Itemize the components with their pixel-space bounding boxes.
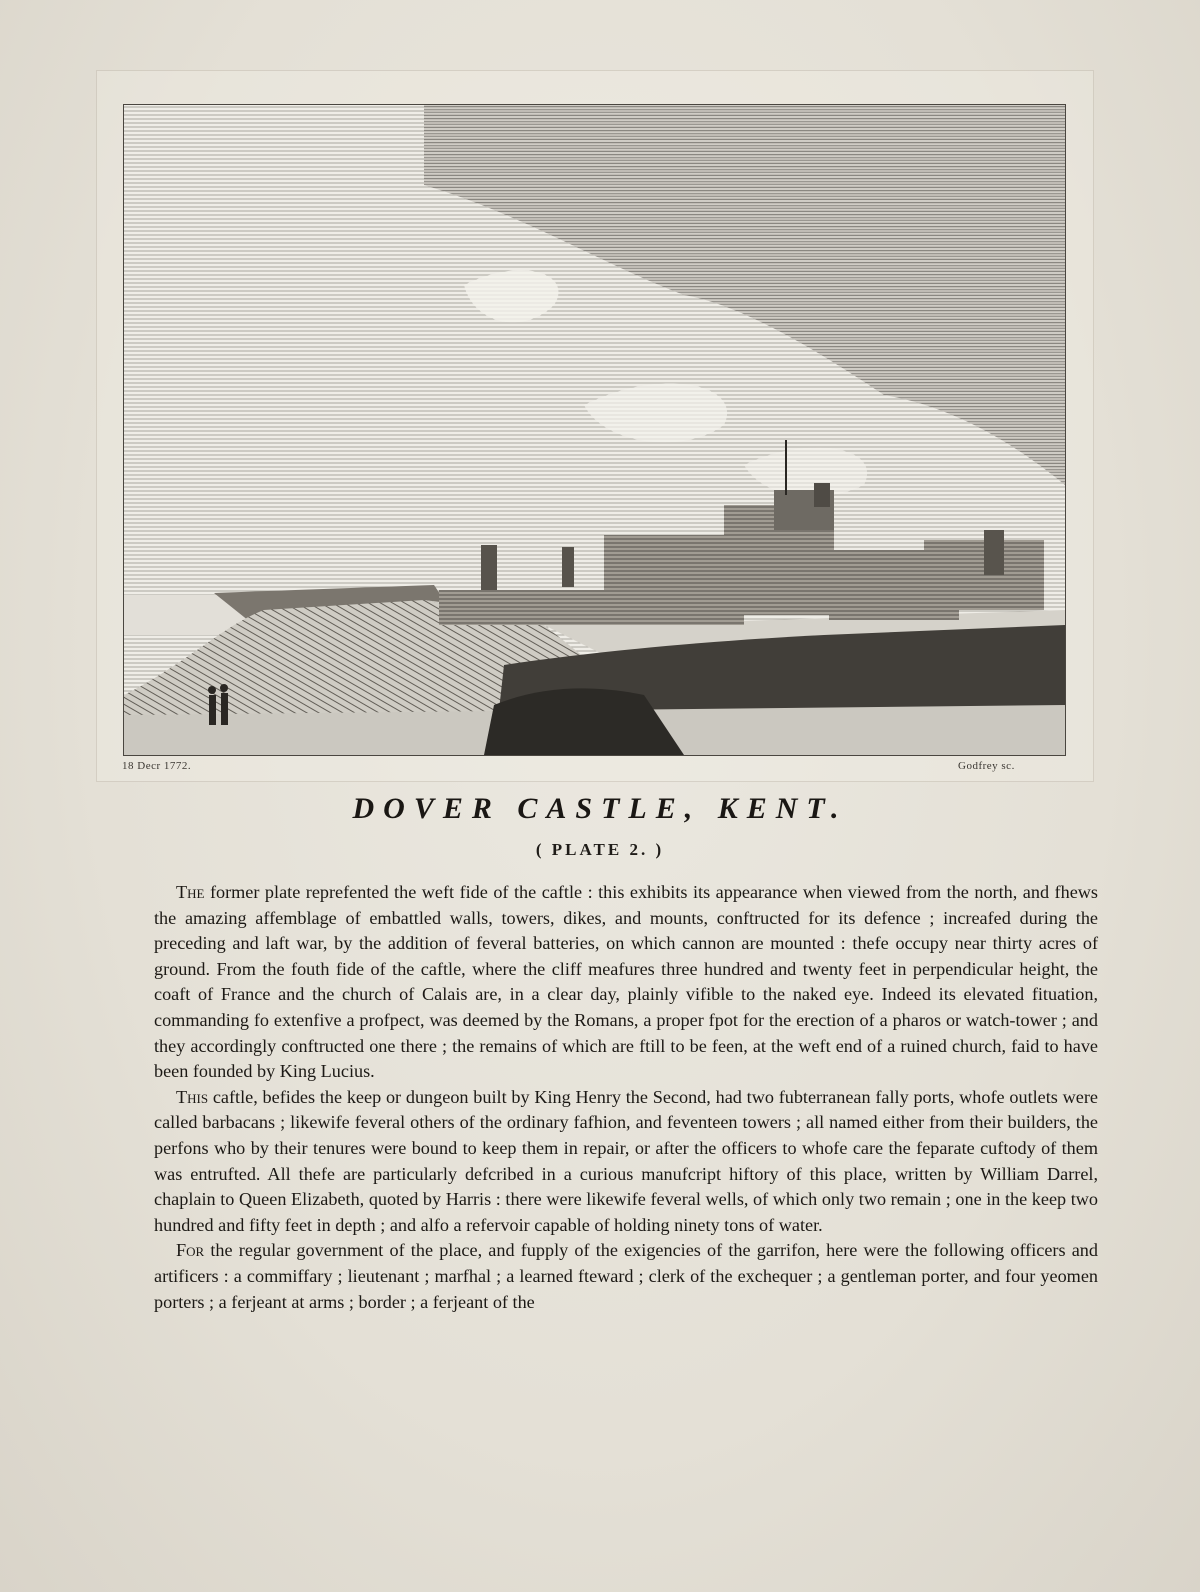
paragraph-3-text: the regular government of the place, and fupply of the exigencies of the garrifon, here were the following officers and artificers : a commiffary ; lieutenant ; marfhal ; a learned fteward ; clerk of the exchequer ; a gentleman porter, and four yeomen porters ; a ferjeant at arms ; border ; a ferjeant of the — [154, 1240, 1098, 1312]
engraving-dover-castle — [123, 104, 1066, 756]
body-text — [154, 880, 1098, 1315]
paragraph-3-lead: For — [176, 1240, 205, 1261]
paragraph-2-lead: This — [176, 1086, 209, 1107]
plate-number: ( PLATE 2. ) — [535, 840, 665, 859]
paragraph-1-lead: The — [176, 882, 205, 902]
paragraph-1 — [154, 880, 1098, 1085]
page-title: DOVER CASTLE, KENT. — [352, 792, 848, 825]
engraving-illustration — [124, 105, 1065, 755]
imprint-engraver: Godfrey sc. — [958, 760, 1015, 772]
imprint-date: 18 Decr 1772. — [122, 760, 192, 772]
paragraph-2-text: caftle, befides the keep or dungeon built by King Henry the Second, had two fubterranean fally ports, whofe outlets were called barbacans ; likewife feveral others of the ordinary fafhion, and feventeen towers ; all named either from their builders, the perfons who by their tenures were bound to keep them in repair, or after the officers to whofe care the feparate cuftody of them was entrufted. All thefe are particularly defcribed in a curious manufcript hiftory of this place, written by William Darrel, chaplain to Queen Elizabeth, quoted by Harris : there were likewife feveral wells, of which only two remain ; one in the keep two hundred and fifty feet in depth ; and alfo a refervoir capable of holding ninety tons of water. — [154, 1086, 1098, 1235]
paragraph-1-text: former plate reprefented the weft fide of the caftle : this exhibits its appearance when viewed from the north, and fhews the amazing affemblage of embattled walls, towers, dikes, and mounts, conftructed for its defence ; increafed during the preceding and laft war, by the addition of feveral batteries, on which cannon are mounted : thefe occupy near thirty acres of ground. From the fouth fide of the caftle, where the cliff meafures three hundred and twenty feet in perpendicular height, the coaft of France and the church of Calais are, in a clear day, plainly vifible to the naked eye. Indeed its elevated fituation, commanding fo extenfive a profpect, was deemed by the Romans, a proper fpot for the erection of a pharos or watch-tower ; and they accordingly conftructed one there ; the remains of which are ftill to be feen, at the weft end of a ruined church, faid to have been founded by King Lucius. — [154, 882, 1098, 1082]
paragraph-3 — [154, 1238, 1098, 1315]
paragraph-2 — [154, 1085, 1098, 1239]
